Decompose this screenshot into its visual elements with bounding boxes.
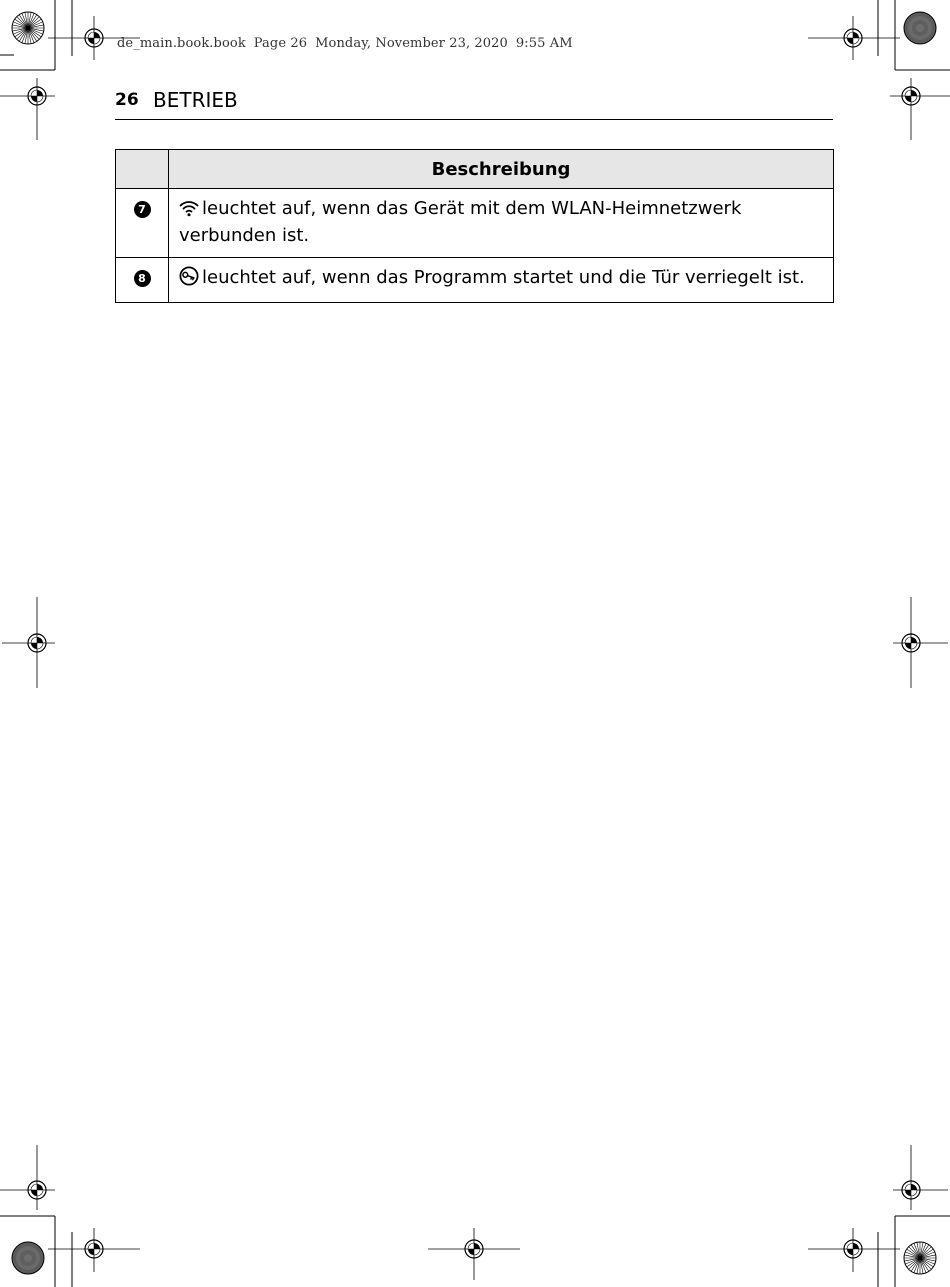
- table-header-row: [116, 150, 834, 189]
- marker-badge: 7: [134, 201, 151, 218]
- slug-time: 9:55 AM: [515, 36, 573, 51]
- wifi-icon: [179, 199, 199, 224]
- marker-column-header: [116, 150, 169, 189]
- page-number: 26: [115, 90, 139, 110]
- section-title: BETRIEB: [153, 88, 238, 112]
- marker-badge: 8: [134, 270, 151, 287]
- page-header: [115, 88, 833, 120]
- row-description: leuchtet auf, wenn das Programm startet und die Tür verriegelt ist.: [202, 267, 805, 288]
- slug-file: de_main.book.book: [117, 36, 246, 51]
- description-table: [115, 149, 834, 303]
- door-lock-icon: [179, 266, 199, 293]
- slug-page: Page 26: [253, 36, 308, 51]
- slug-date: Monday, November 23, 2020: [315, 36, 508, 51]
- table-row: [116, 258, 834, 303]
- description-column-header: Beschreibung: [169, 150, 834, 189]
- table-row: [116, 189, 834, 258]
- print-slug-line: [117, 36, 581, 51]
- row-description: leuchtet auf, wenn das Gerät mit dem WLAN-Heimnetzwerk verbunden ist.: [179, 198, 742, 246]
